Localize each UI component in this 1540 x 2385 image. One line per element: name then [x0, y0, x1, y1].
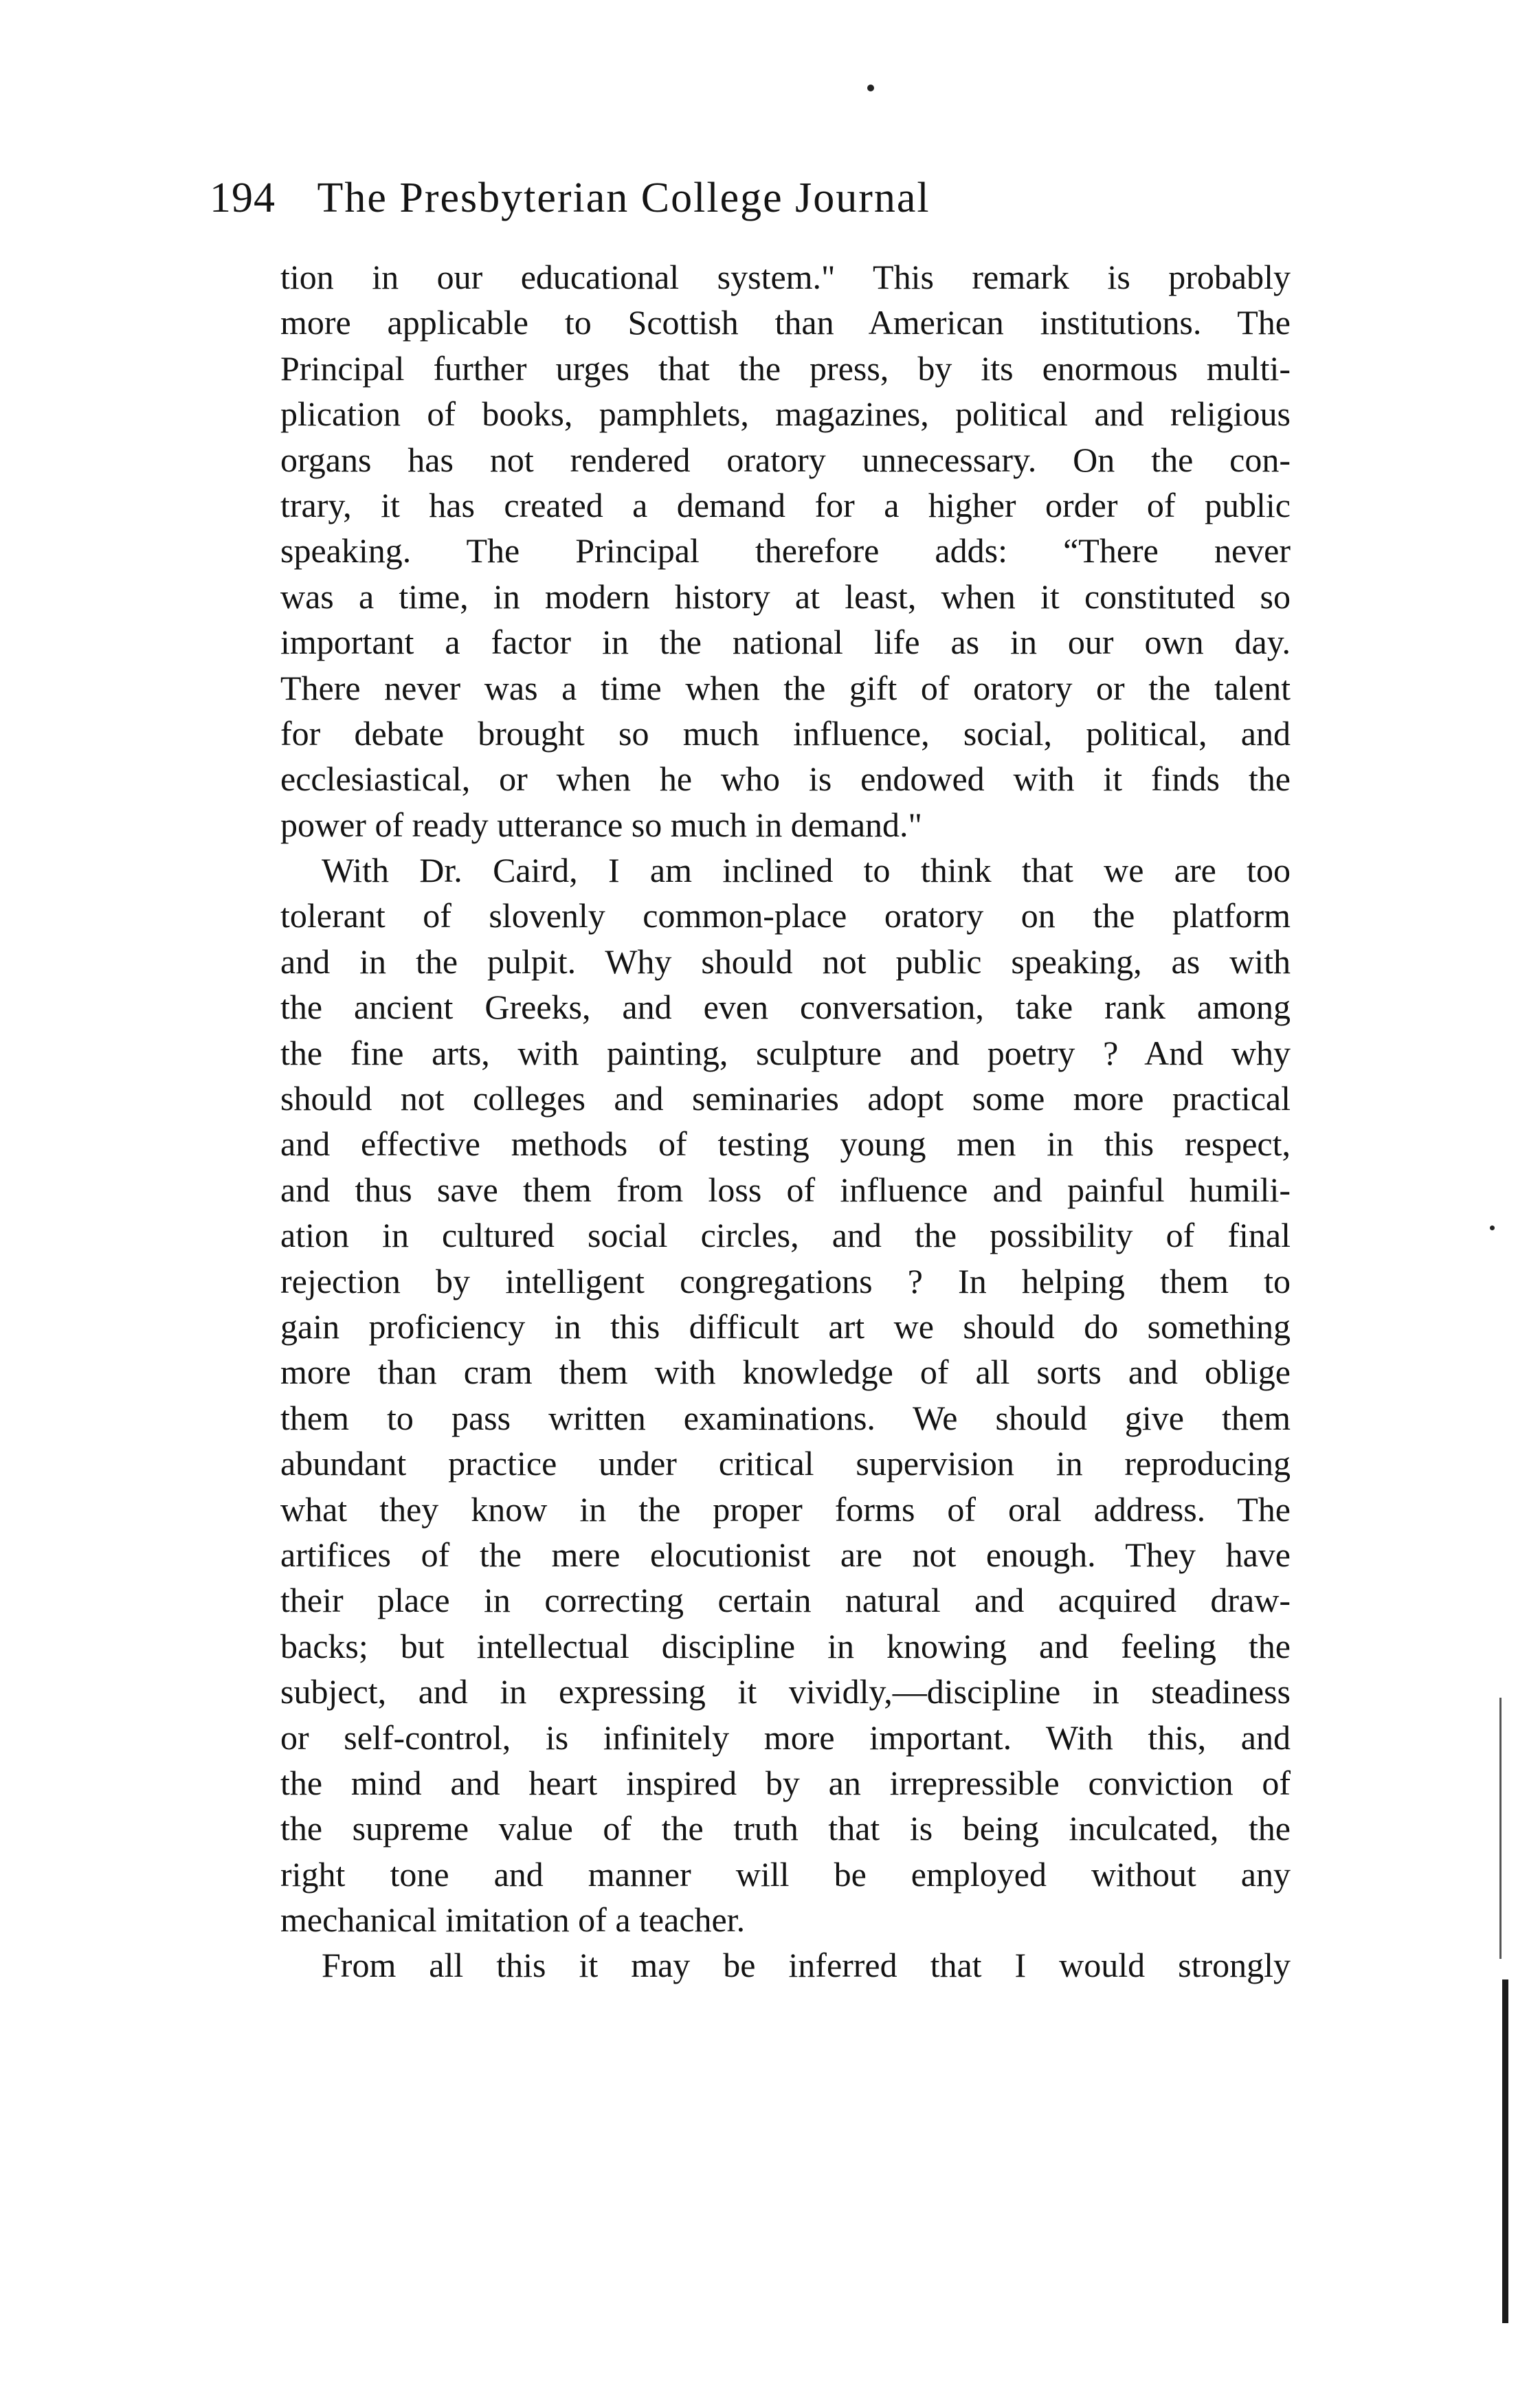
text-line: backs; but intellectual discipline in knowing and feeling the	[280, 1626, 1291, 1665]
text-line: mechanical imitation of a teacher.	[280, 1900, 746, 1940]
text-line: speaking. The Principal therefore adds: “There never	[280, 531, 1291, 570]
text-line: more applicable to Scottish than American institutions. The	[280, 303, 1291, 342]
text-line: With Dr. Caird, I am inclined to think that we are too	[322, 851, 1291, 890]
text-line: From all this it may be inferred that I would strongly	[322, 1946, 1291, 1985]
text-line: abundant practice under critical supervision in reproducing	[280, 1444, 1291, 1483]
scan-edge-mark	[1502, 1979, 1508, 2323]
text-line: what they know in the proper forms of oral address. The	[280, 1489, 1291, 1529]
page-header	[210, 170, 1309, 225]
scan-edge-mark-thin	[1499, 1698, 1502, 1959]
scan-speck	[1490, 1225, 1495, 1230]
paragraph-2	[280, 847, 1291, 1942]
text-line: gain proficiency in this difficult art we should do something	[280, 1307, 1291, 1346]
text-line: or self-control, is infinitely more important. With this, and	[280, 1718, 1291, 1757]
text-line: the supreme value of the truth that is being inculcated, the	[280, 1809, 1291, 1848]
text-line: and in the pulpit. Why should not public speaking, as with	[280, 942, 1291, 981]
text-line: ecclesiastical, or when he who is endowed with it finds the	[280, 759, 1291, 799]
text-line: and thus save them from loss of influence and painful humili-	[280, 1170, 1291, 1209]
text-line: right tone and manner will be employed without any	[280, 1854, 1291, 1894]
text-line: There never was a time when the gift of oratory or the talent	[280, 668, 1291, 707]
text-line: organs has not rendered oratory unnecessary. On the con-	[280, 440, 1291, 479]
text-line: plication of books, pamphlets, magazines, political and religious	[280, 395, 1291, 434]
text-line: rejection by intelligent congregations ? In helping them to	[280, 1261, 1291, 1300]
body-text	[280, 254, 1291, 1988]
text-line: the fine arts, with painting, sculpture and poetry ? And why	[280, 1033, 1291, 1072]
text-line: ation in cultured social circles, and the possibility of final	[280, 1216, 1291, 1255]
text-line: more than cram them with knowledge of all sorts and oblige	[280, 1353, 1291, 1392]
text-line: their place in correcting certain natural and acquired draw-	[280, 1581, 1291, 1620]
text-line: should not colleges and seminaries adopt some more practical	[280, 1079, 1291, 1118]
text-line: Principal further urges that the press, by its enormous multi-	[280, 348, 1291, 388]
text-line: important a factor in the national life as in our own day.	[280, 623, 1291, 662]
text-line: trary, it has created a demand for a higher order of public	[280, 485, 1291, 524]
paragraph-1	[280, 254, 1291, 847]
paragraph-3	[280, 1942, 1291, 1988]
text-line: tolerant of slovenly common-place oratory on the platform	[280, 896, 1291, 935]
text-line: the ancient Greeks, and even conversation, take rank among	[280, 988, 1291, 1027]
text-line: tion in our educational system." This remark is probably	[280, 258, 1291, 296]
text-line: the mind and heart inspired by an irrepressible conviction of	[280, 1763, 1291, 1802]
text-line: them to pass written examinations. We should give them	[280, 1398, 1291, 1437]
text-line: power of ready utterance so much in demand."	[280, 805, 922, 844]
text-line: and effective methods of testing young men in this respect,	[280, 1124, 1291, 1164]
scan-speck	[867, 85, 874, 91]
text-line: subject, and in expressing it vividly,—discipline in steadiness	[280, 1672, 1291, 1711]
page-number: 194	[210, 175, 276, 221]
running-title: The Presbyterian College Journal	[317, 175, 930, 221]
text-line: for debate brought so much influence, social, political, and	[280, 713, 1291, 753]
text-line: artifices of the mere elocutionist are not enough. They have	[280, 1535, 1291, 1574]
text-line: was a time, in modern history at least, when it constituted so	[280, 577, 1291, 616]
